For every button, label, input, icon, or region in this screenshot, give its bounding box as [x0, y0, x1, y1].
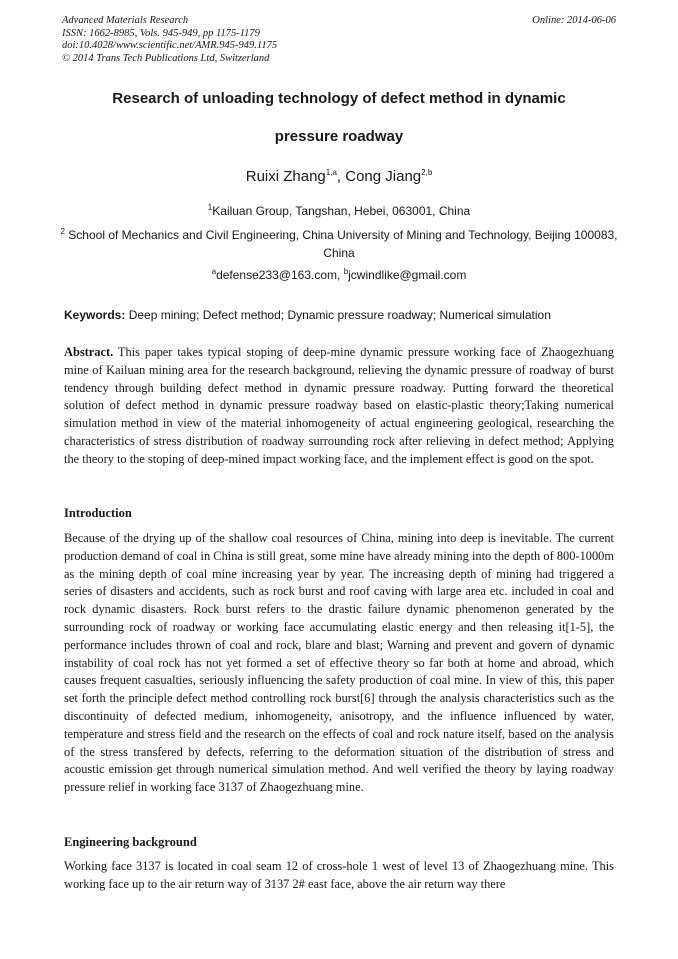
journal-doi: doi:10.4028/www.scientific.net/AMR.945-949.1175: [62, 40, 278, 51]
section-heading-engineering-background: Engineering background: [64, 835, 197, 849]
affiliation-1-marker: 1: [207, 203, 213, 212]
keywords: [64, 308, 616, 322]
journal-name: Advanced Materials Research: [62, 15, 189, 26]
engineering-background-paragraph: Working face 3137 is located in coal seam 12 of cross-hole 1 west of level 13 of Zhaogezhuang mine. This working face up to the air return way of 3137 2# east face, above the air return way there: [64, 859, 614, 891]
author-2: Cong Jiang: [345, 168, 422, 185]
keywords-label: Keywords:: [64, 308, 126, 322]
journal-issn: ISSN: 1662-8985, Vols. 945-949, pp 1175-1179: [62, 27, 260, 39]
affiliation-2-marker: 2: [60, 227, 65, 236]
email-1: defense233@163.com,: [216, 268, 344, 282]
affiliation-2: [60, 226, 618, 262]
author-separator: ,: [336, 168, 346, 185]
author-2-marker: 2,b: [421, 168, 433, 177]
author-1: Ruixi Zhang: [245, 168, 326, 185]
affiliation-2-text: School of Mechanics and Civil Engineering, China University of Mining and Technology, Beijing 100083, China: [64, 228, 618, 260]
affiliation-1-text: Kailuan Group, Tangshan, Hebei, 063001, China: [212, 204, 471, 218]
abstract: [64, 344, 614, 469]
email-1-marker: a: [211, 267, 217, 276]
paper-title-line-2: pressure roadway: [274, 128, 404, 145]
introduction-paragraph: Because of the drying up of the shallow coal resources of China, mining into deep is inevitable. The current production demand of coal in China is still great, some mine have already mining into the depth of 800-1000m as the mining depth of coal mine increasing year by year. The increasing depth of mining had triggered a series of disasters and accidents, such as rock burst and roof caving with large area etc. included in coal and rock dynamic disasters. Rock burst refers to the drastic failure dynamic phenomenon generated by the surrounding rock of roadway or working face accumulating elastic energy and then releasing it[1-5], the performance includes thrown of coal and rock, blare and blast; Warning and prevent and govern of dynamic instability of coal rock has not yet formed a set of effective theory so far both at home and abroad, which causes frequent casualties, seriously influencing the safety production of coal mine. In view of this, this paper set forth the principle defect method controlling rock burst[6] through the analysis characteristics such as the discontinuity of defected medium, inhomogeneity, anisotropy, and the influence influenced by water, temperature and stress field and the research on the effects of coal and rock nature itself, based on the analysis of the stress transfered by defects, referring to the deformation situation of the distribution of stress and acoustic emission get through numerical simulation method. And well verified the theory by laying roadway pressure relief in working face 3137 of Zhaogezhuang mine.: [64, 531, 614, 795]
journal-copyright: © 2014 Trans Tech Publications Ltd, Switzerland: [62, 52, 270, 64]
journal-header: [62, 15, 616, 65]
email-2-marker: b: [343, 267, 349, 276]
online-date: Online: 2014-06-06: [532, 15, 616, 26]
author-emails: [60, 268, 618, 282]
author-list: [60, 168, 618, 185]
email-2: jcwindlike@gmail.com: [348, 268, 467, 282]
keywords-text: Deep mining; Defect method; Dynamic pressure roadway; Numerical simulation: [125, 308, 551, 322]
abstract-text: This paper takes typical stoping of deep-mine dynamic pressure working face of Zhaogezhuang mine of Kailuan mining area for the research background, relieving the dynamic pressure of roadway of burst tendency through building defect method in dynamic pressure roadway. Putting forward the theoretical solution of defect method in dynamic pressure roadway based on elastic-plastic theory;Taking numerical simulation method in view of the material inhomogeneity of actual engineering geological, researching the characteristics of stress distribution of roadway surrounding rock after relieving in defect method; Applying the theory to the stoping of deep-mined impact working face, and the implement effect is good on the spot.: [64, 345, 614, 466]
affiliation-1: [60, 202, 618, 220]
author-1-marker: 1,a: [325, 168, 337, 177]
paper-title-line-1: Research of unloading technology of defect method in dynamic: [112, 90, 566, 107]
section-heading-introduction: Introduction: [64, 506, 132, 520]
abstract-label: Abstract.: [64, 345, 114, 359]
